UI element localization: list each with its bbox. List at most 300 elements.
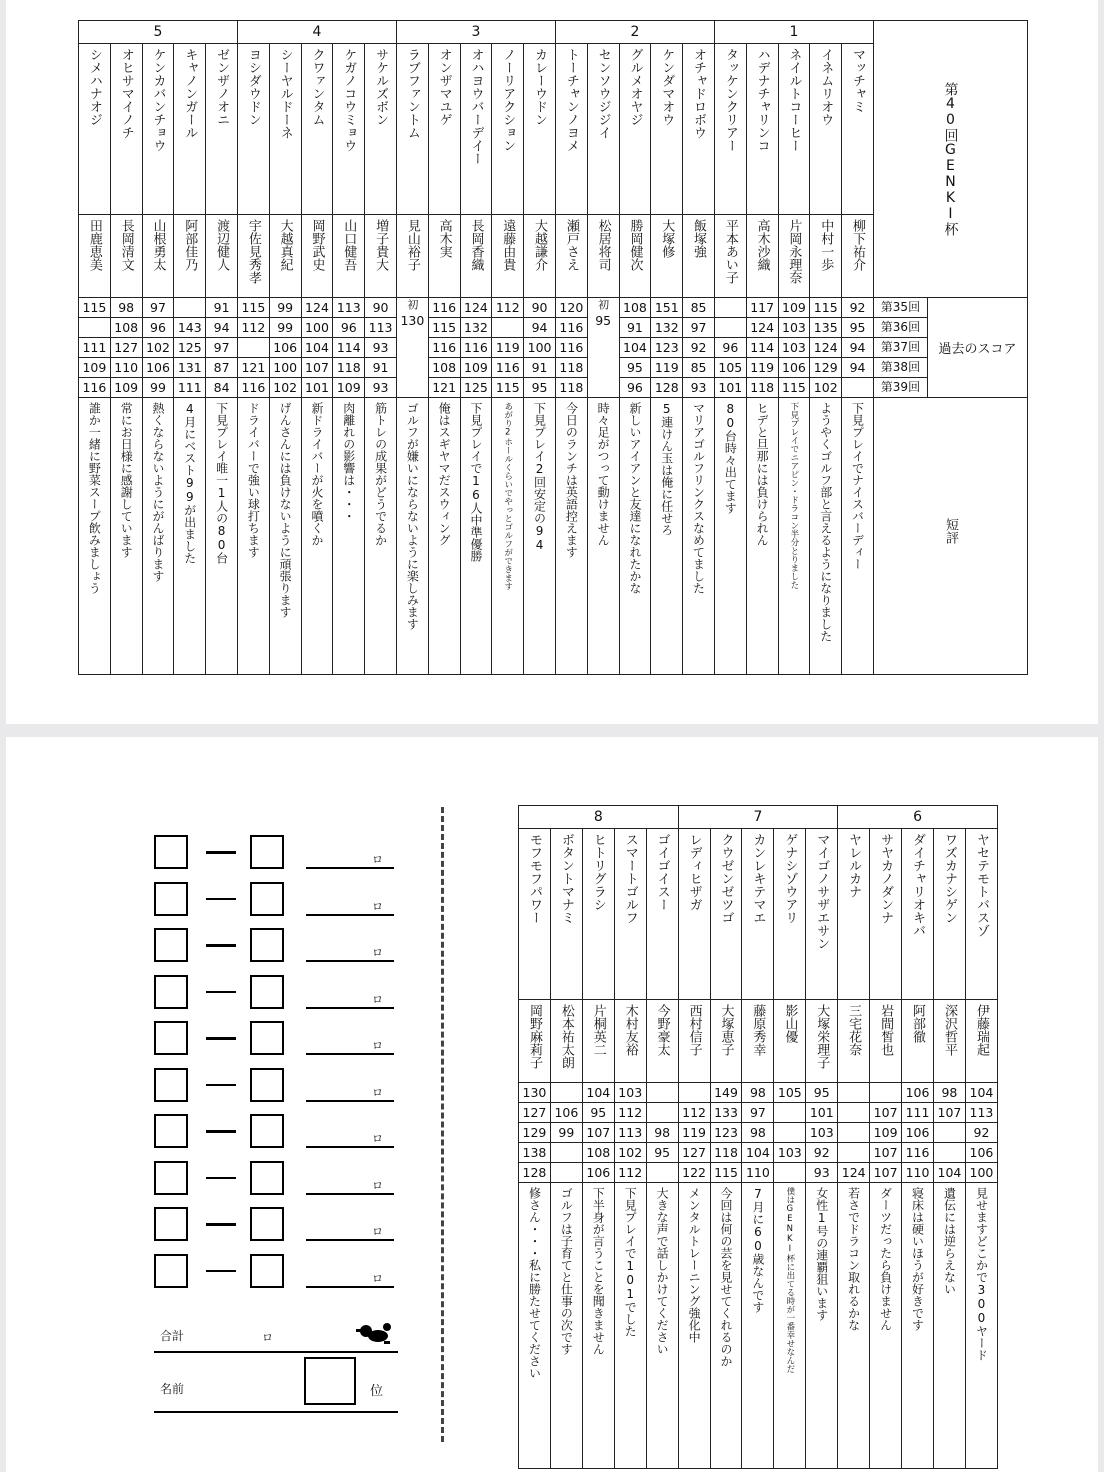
past-score: 130 [519,1083,551,1103]
horse-name-cell [142,44,174,215]
comment: 80台時々出てます [723,402,738,514]
horse-name-cell [774,829,806,1000]
horse-name-cell [933,829,965,1000]
comment-cell [842,398,874,675]
comment-cell [301,398,333,675]
horse-name-cell [806,829,838,1000]
comment-cell [519,1183,551,1469]
horse-name: イネムリオウ [818,48,834,126]
past-score: 106 [582,1163,614,1183]
past-score: 118 [333,358,365,378]
horse-name-cell [778,44,810,215]
horse-name-cell [902,829,934,1000]
dash [206,991,236,994]
horse-name-cell [492,44,524,215]
player-name-cell [678,1000,710,1083]
dash [206,1130,236,1133]
count-line[interactable] [306,1239,394,1241]
score-box[interactable] [250,1254,284,1288]
past-score: 107 [870,1143,902,1163]
player-name-cell [710,1000,742,1083]
comment-cell [174,398,206,675]
past-score: 124 [746,318,778,338]
past-score [774,1123,806,1143]
past-score: 103 [778,338,810,358]
horse-name-cell [524,44,556,215]
past-score [79,318,111,338]
comment: 新ドライバーが火を噴くか [309,402,324,546]
comment-cell [492,398,524,675]
past-score: 107 [870,1163,902,1183]
player-name: 片岡永理奈 [786,219,802,284]
past-score: 96 [714,338,746,358]
player-name-cell [79,215,111,298]
past-score: 135 [810,318,842,338]
past-score: 119 [492,338,524,358]
comment-cell [742,1183,774,1469]
score-box[interactable] [250,835,284,869]
player-name: 三宅花奈 [846,1004,862,1056]
horse-name: ケンカバンチョウ [150,48,166,152]
rank-box[interactable] [304,1357,356,1405]
player-name: 飯塚強 [691,219,707,258]
group-number: 2 [555,21,714,44]
round-label: 第37回 [873,338,927,358]
comment-cell [555,398,587,675]
score-box[interactable] [154,1161,188,1195]
total-line[interactable] [154,1351,398,1353]
score-box[interactable] [250,1068,284,1102]
past-score: 95 [806,1083,838,1103]
past-score: 109 [870,1123,902,1143]
past-score: 106 [269,338,301,358]
past-score: 127 [110,338,142,358]
horse-name: トーチャンノヨメ [563,48,579,152]
comment: 筋トレの成果がどうでるか [373,402,388,546]
past-score: 132 [651,318,683,338]
past-score [933,1143,965,1163]
horse-name: ゼンザノオニ [214,48,230,126]
past-score: 116 [902,1143,934,1163]
horse-name: ダイチャリオキバ [910,833,926,937]
horse-name-cell [333,44,365,215]
comment: 肉離れの影響は・・・ [341,402,356,522]
player-name: 岡野麻莉子 [526,1004,542,1069]
tournament-title: 第40回GENKI杯 [942,82,959,236]
comment-cell [678,1183,710,1469]
past-score: 105 [714,358,746,378]
count-line[interactable] [306,1286,394,1288]
player-name-cell [301,215,333,298]
horse-name-cell [714,44,746,215]
unit-label: ロ [372,946,383,959]
player-name-cell [774,1000,806,1083]
comment-cell [587,398,619,675]
past-score: 93 [806,1163,838,1183]
tournament-title-cell [873,21,1027,298]
past-score: 106 [965,1143,997,1163]
horse-name: オヒサマイノチ [118,48,134,139]
horse-name-cell [582,829,614,1000]
past-score: 112 [614,1103,646,1123]
player-name-cell [842,215,874,298]
past-score: 95 [524,378,556,398]
comment-cell [810,398,842,675]
player-name: 遠藤由貴 [500,219,516,271]
past-score: 92 [965,1123,997,1143]
dash [206,1037,236,1040]
past-score: 127 [519,1103,551,1123]
round-label: 第39回 [873,378,927,398]
score-box[interactable] [154,1068,188,1102]
past-score: 122 [678,1163,710,1183]
comment-cell [646,1183,678,1469]
past-score: 113 [333,298,365,318]
player-name-cell [614,1000,646,1083]
past-score: 107 [582,1123,614,1143]
comment-cell [683,398,715,675]
player-name-cell [110,215,142,298]
horse-name: モフモフパワー [526,833,542,924]
count-line[interactable] [306,867,394,869]
past-score: 85 [683,358,715,378]
past-score: 95 [619,358,651,378]
score-box[interactable] [154,1114,188,1148]
comment-label: 短評 [942,518,958,544]
player-name: 柳下祐介 [850,219,866,271]
past-score: 117 [746,298,778,318]
past-score: 112 [492,298,524,318]
past-score: 99 [269,298,301,318]
comment: 若さでドラコン取れるかな [846,1187,861,1331]
past-score: 124 [460,298,492,318]
player-name-cell [714,215,746,298]
score-box[interactable] [154,1021,188,1055]
horse-name-cell [614,829,646,1000]
past-score: 109 [110,378,142,398]
horse-name-cell [810,44,842,215]
horse-name: ヨシダウドン [245,48,261,126]
past-score: 96 [333,318,365,338]
comment-cell [774,1183,806,1469]
comment-cell [710,1183,742,1469]
group-number: 3 [396,21,555,44]
score-box[interactable] [250,1114,284,1148]
comment-cell [79,398,111,675]
past-score: 109 [460,358,492,378]
rank-unit: 位 [370,1384,384,1399]
past-score: 116 [492,358,524,378]
horse-name: ケンダマオウ [659,48,675,126]
player-name: 大越謙介 [532,219,548,271]
horse-name-cell [79,44,111,215]
past-score: 93 [365,338,397,358]
horse-name-cell [587,44,619,215]
horse-name: ノーリアクション [500,48,516,152]
player-name-cell [582,1000,614,1083]
past-score: 98 [742,1123,774,1143]
count-line[interactable] [306,1100,394,1102]
past-score: 107 [301,358,333,378]
past-score: 115 [810,298,842,318]
player-name: 影山優 [782,1004,798,1043]
past-score [550,1163,582,1183]
past-score: 100 [301,318,333,338]
horse-name: オチャドロボウ [691,48,707,139]
comment: 今日のランチは英語控えます [564,402,579,558]
comment: 下見プレイでナイスバーディー [850,402,865,570]
score-box[interactable] [154,1254,188,1288]
score-box[interactable] [250,928,284,962]
player-name: 山根勇太 [150,219,166,271]
past-score: 93 [683,378,715,398]
group-number: 8 [519,806,679,829]
comment: ようやくゴルフ部と言えるようになりました [818,402,833,642]
score-box[interactable] [250,1021,284,1055]
page-1 [6,0,1098,724]
past-score: 129 [810,358,842,378]
past-score [678,1083,710,1103]
player-name: 大塚修 [659,219,675,258]
unit-label: ロ [372,1039,383,1052]
score-box[interactable] [154,835,188,869]
dash [206,1223,236,1226]
score-box[interactable] [250,882,284,916]
past-score: 92 [683,338,715,358]
player-name: 大越真紀 [277,219,293,271]
comment: 7月に60歳なんです [750,1187,765,1313]
horse-name: ヤセテモトバスゾ [973,833,989,937]
past-score: 123 [710,1123,742,1143]
player-name-cell [806,1000,838,1083]
first-entry-cell [396,298,428,398]
past-score: 91 [206,298,238,318]
past-score: 84 [206,378,238,398]
horse-name: クワァンタム [309,48,325,126]
horse-name: キャノンガール [182,48,198,139]
past-score [714,298,746,318]
past-score [774,1103,806,1123]
past-score: 125 [174,338,206,358]
player-name-cell [651,215,683,298]
comment: 下見プレイで16人中準優勝 [468,402,483,562]
comment-cell [428,398,460,675]
past-score: 103 [778,318,810,338]
player-name-cell [333,215,365,298]
score-box[interactable] [154,928,188,962]
player-name: 片桐英二 [590,1004,606,1056]
past-score: 116 [237,378,269,398]
past-score: 107 [870,1103,902,1123]
past-score: 95 [582,1103,614,1123]
first-entry-mark: 初 [596,299,610,310]
past-score: 133 [710,1103,742,1123]
player-name: 平本あい子 [722,219,738,284]
player-name: 田鹿恵美 [86,219,102,271]
player-name: 中村一歩 [818,219,834,271]
player-name-cell [396,215,428,298]
comment: メンタルトレーニング強化中 [687,1187,702,1343]
past-score: 107 [933,1103,965,1123]
cut-line [441,807,444,1442]
past-score: 91 [524,358,556,378]
player-name-cell [365,215,397,298]
horse-name: シーヤルドーネ [277,48,293,139]
comment-label-cell [873,398,1027,675]
player-name: 岩間皙也 [878,1004,894,1056]
count-line[interactable] [306,1053,394,1055]
past-scores-label: 過去のスコア [927,298,1027,398]
player-name-cell [587,215,619,298]
past-score: 111 [902,1103,934,1123]
comment-cell [206,398,238,675]
running-figure-icon [354,1321,394,1349]
horse-name: スマートゴルフ [622,833,638,924]
score-box[interactable] [154,882,188,916]
group-number: 5 [79,21,238,44]
score-box[interactable] [250,1207,284,1241]
past-score: 101 [301,378,333,398]
past-score: 112 [678,1103,710,1123]
player-name: 伊藤瑞起 [973,1004,989,1056]
total-label: 合計 [160,1329,185,1343]
count-line[interactable] [306,1193,394,1195]
past-score: 104 [582,1083,614,1103]
unit-label: ロ [372,1085,383,1099]
past-score: 119 [651,358,683,378]
past-score: 104 [933,1163,965,1183]
horse-name-cell [646,829,678,1000]
past-score: 106 [142,358,174,378]
past-score: 109 [79,358,111,378]
player-name: 木村友裕 [622,1004,638,1056]
player-name-cell [778,215,810,298]
horse-name-cell [428,44,460,215]
comment-cell [965,1183,997,1469]
past-score: 119 [678,1123,710,1143]
past-score: 99 [269,318,301,338]
past-score: 94 [842,358,874,378]
score-box[interactable] [250,975,284,1009]
comment: 見せますどこかで300ヤード [974,1187,989,1361]
name-line[interactable] [154,1411,398,1413]
past-score: 115 [428,318,460,338]
player-name-cell [206,215,238,298]
player-name: 見山裕子 [404,219,420,271]
player-name-cell [550,1000,582,1083]
horse-name-cell [301,44,333,215]
count-line[interactable] [306,960,394,962]
past-score [933,1123,965,1143]
horse-name: ヒトリグラシ [590,833,606,911]
player-name-cell [460,215,492,298]
horse-name: グルメオヤジ [627,48,643,126]
horse-name: レディヒザガ [686,833,702,911]
past-score: 98 [646,1123,678,1143]
player-name-cell [870,1000,902,1083]
past-score: 118 [555,358,587,378]
group-number: 4 [237,21,396,44]
comment-cell [142,398,174,675]
past-score: 95 [646,1143,678,1163]
comment: げんさんには負けないように頑張ります [278,402,293,618]
past-score [838,1103,870,1123]
count-line[interactable] [306,914,394,916]
count-line[interactable] [306,1146,394,1148]
past-score: 92 [806,1143,838,1163]
comment: 熱くならないようにがんばります [150,402,165,582]
player-name: 岡野武史 [309,219,325,271]
past-score: 116 [555,338,587,358]
horse-name: ゲナシゾウアリ [782,833,798,924]
past-score: 106 [902,1083,934,1103]
score-box[interactable] [250,1161,284,1195]
player-name-cell [683,215,715,298]
horse-name-cell [683,44,715,215]
score-box[interactable] [154,975,188,1009]
horse-name-cell [965,829,997,1000]
count-line[interactable] [306,1007,394,1009]
past-score: 96 [619,378,651,398]
comment-cell [396,398,428,675]
past-score [646,1163,678,1183]
past-score: 111 [79,338,111,358]
past-score: 99 [142,378,174,398]
dash [206,1177,236,1180]
past-score: 124 [301,298,333,318]
unit-label: ロ [372,992,383,1006]
past-score: 98 [742,1083,774,1103]
comment: 新しいアイアンと友達になれたかな [627,402,642,594]
player-name: 松本祐太朗 [558,1004,574,1069]
past-score: 108 [110,318,142,338]
past-score: 149 [710,1083,742,1103]
player-name-cell [646,1000,678,1083]
past-score: 96 [142,318,174,338]
past-score: 108 [428,358,460,378]
horse-name: ゴイゴイスー [654,833,670,911]
comment: 4月にベスト99が出ました [182,402,197,564]
past-score: 121 [428,378,460,398]
comment: 寝床は硬いほうが好きです [910,1187,925,1331]
unit-label: ロ [372,1178,383,1192]
past-score: 118 [746,378,778,398]
horse-name-cell [269,44,301,215]
player-name: 阿部徹 [910,1004,926,1043]
past-score: 118 [555,378,587,398]
past-score: 100 [965,1163,997,1183]
horse-name-cell [555,44,587,215]
past-score [492,318,524,338]
past-score: 125 [460,378,492,398]
comment-cell [806,1183,838,1469]
comment: 常にお日様に感謝しています [119,402,134,558]
page-2 [6,737,1098,1472]
past-score: 102 [614,1143,646,1163]
unit-label: ロ [372,1271,383,1285]
horse-name: マッチャミ [850,48,866,113]
past-score: 98 [110,298,142,318]
dash [206,1270,236,1273]
past-score: 104 [619,338,651,358]
score-box[interactable] [154,1207,188,1241]
past-score: 128 [519,1163,551,1183]
past-score: 128 [651,378,683,398]
comment: 修さん・・・私に勝たせてください [527,1187,542,1379]
past-score: 100 [269,358,301,378]
comment: 今回は何の芸を見せてくれるのか [718,1187,733,1367]
comment: 女性1号の連覇狙います [814,1187,829,1321]
